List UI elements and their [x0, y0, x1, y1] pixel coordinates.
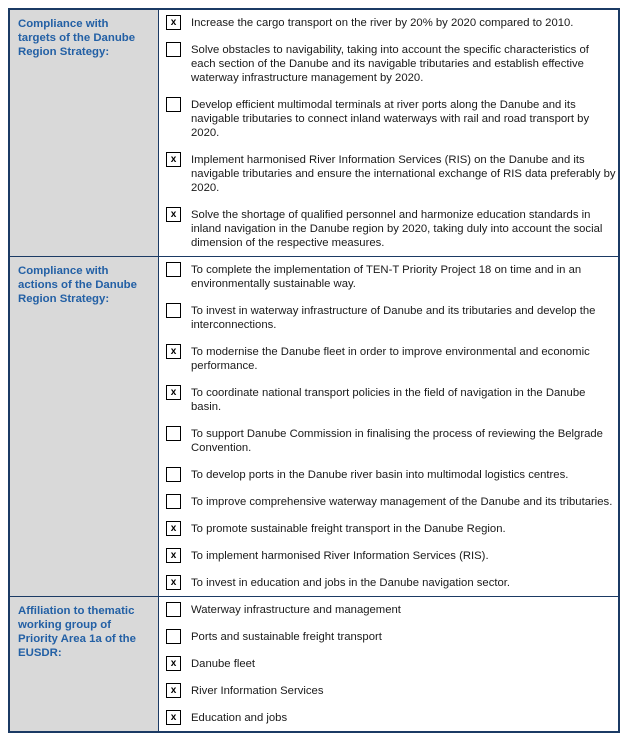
checklist-item: [166, 657, 616, 671]
checklist-item: [166, 684, 616, 698]
checkbox-unchecked[interactable]: [166, 42, 181, 57]
row-items-cell: [159, 257, 618, 596]
checklist-item: [166, 43, 616, 85]
row-items-cell: [159, 597, 618, 731]
row-header-cell: [10, 10, 159, 256]
checkbox-checked[interactable]: x: [166, 710, 181, 725]
checklist-item: [166, 711, 616, 725]
checklist-item-label: Danube fleet: [191, 658, 256, 670]
checklist-item: [166, 468, 616, 482]
checklist-item-label: Solve obstacles to navigability, taking into account the specific characteristics of each section of the Danube and its navigable tributaries and establish effective waterway infrastructure management by 2020.: [191, 44, 589, 84]
table-row: [10, 10, 618, 257]
checklist-item: [166, 522, 616, 536]
checklist-item: [166, 153, 616, 195]
checklist-item-label: Increase the cargo transport on the river by 20% by 2020 compared to 2010.: [191, 17, 574, 29]
checklist-item: [166, 98, 616, 140]
checklist-item: [166, 576, 616, 590]
table-row: [10, 257, 618, 597]
checklist-item-label: Education and jobs: [191, 712, 288, 724]
checkbox-checked[interactable]: x: [166, 683, 181, 698]
checklist-item-label: River Information Services: [191, 685, 324, 697]
checklist-item: [166, 304, 616, 332]
checklist-item: [166, 16, 616, 30]
checklist-item-label: To support Danube Commission in finalising the process of reviewing the Belgrade Convention.: [191, 428, 603, 454]
checkbox-unchecked[interactable]: [166, 262, 181, 277]
checklist-item-label: To improve comprehensive waterway management of the Danube and its tributaries.: [191, 496, 613, 508]
checklist-item: [166, 603, 616, 617]
checklist-item-label: To implement harmonised River Information Services (RIS).: [191, 550, 489, 562]
checklist-item: [166, 427, 616, 455]
checklist-item-label: Solve the shortage of qualified personnel and harmonize education standards in inland navigation in the Danube region by 2020, taking duly into account the social dimension of the respective measures.: [191, 209, 603, 249]
checklist-item: [166, 208, 616, 250]
checklist-item-label: Develop efficient multimodal terminals at river ports along the Danube and its navigable tributaries to connect inland waterways with rail and road transport by 2020.: [191, 99, 590, 139]
checkbox-checked[interactable]: x: [166, 656, 181, 671]
row-header-label: Compliance with actions of the Danube Region Strategy:: [18, 265, 137, 305]
checklist-item-label: Waterway infrastructure and management: [191, 604, 401, 616]
checklist-item-label: To coordinate national transport policies in the field of navigation in the Danube basin.: [191, 387, 586, 413]
checkbox-checked[interactable]: x: [166, 521, 181, 536]
checklist-item-label: To develop ports in the Danube river basin into multimodal logistics centres.: [191, 469, 569, 481]
checkbox-unchecked[interactable]: [166, 467, 181, 482]
checkbox-unchecked[interactable]: [166, 494, 181, 509]
checklist-item-label: To invest in education and jobs in the Danube navigation sector.: [191, 577, 511, 589]
checklist-item-label: Ports and sustainable freight transport: [191, 631, 382, 643]
checkbox-checked[interactable]: x: [166, 344, 181, 359]
checklist-item: [166, 345, 616, 373]
checkbox-unchecked[interactable]: [166, 426, 181, 441]
checkbox-unchecked[interactable]: [166, 303, 181, 318]
checklist-item-label: To promote sustainable freight transport in the Danube Region.: [191, 523, 506, 535]
compliance-table: [8, 8, 620, 733]
row-header-label: Affiliation to thematic working group of Priority Area 1a of the EUSDR:: [18, 605, 136, 659]
checkbox-checked[interactable]: x: [166, 15, 181, 30]
checklist-item-label: To complete the implementation of TEN-T Priority Project 18 on time and in an environmentally sustainable way.: [191, 264, 582, 290]
row-header-cell: [10, 597, 159, 731]
checkbox-checked[interactable]: x: [166, 548, 181, 563]
checklist-item-label: To invest in waterway infrastructure of Danube and its tributaries and develop the interconnections.: [191, 305, 596, 331]
row-header-cell: [10, 257, 159, 596]
checkbox-checked[interactable]: x: [166, 575, 181, 590]
checklist-item-label: Implement harmonised River Information Services (RIS) on the Danube and its navigable tributaries and ensure the international exchange of RIS data preferably by 2020.: [191, 154, 616, 194]
row-items-cell: [159, 10, 618, 256]
checkbox-unchecked[interactable]: [166, 97, 181, 112]
row-header-label: Compliance with targets of the Danube Region Strategy:: [18, 18, 136, 58]
checkbox-unchecked[interactable]: [166, 629, 181, 644]
checkbox-checked[interactable]: x: [166, 152, 181, 167]
checklist-item: [166, 263, 616, 291]
checklist-item: [166, 549, 616, 563]
checkbox-checked[interactable]: x: [166, 207, 181, 222]
checkbox-unchecked[interactable]: [166, 602, 181, 617]
table-row: [10, 597, 618, 731]
checklist-item-label: To modernise the Danube fleet in order to improve environmental and economic performance.: [191, 346, 590, 372]
checklist-item: [166, 495, 616, 509]
checkbox-checked[interactable]: x: [166, 385, 181, 400]
checklist-item: [166, 386, 616, 414]
checklist-item: [166, 630, 616, 644]
